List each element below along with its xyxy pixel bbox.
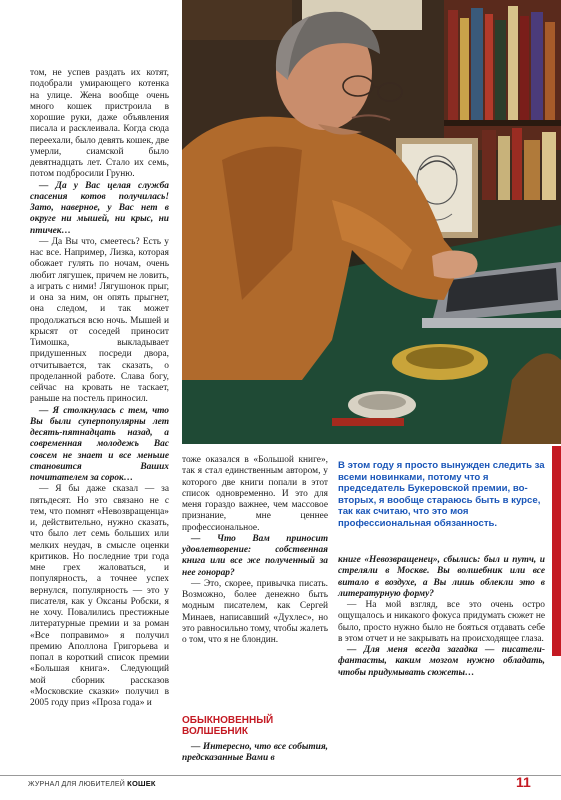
interviewer-question: — Для меня всегда загадка — писатели-фантасты, каким мозгом нужно обладать, чтобы придумывать сюжеты… xyxy=(338,645,545,678)
paragraph: — Я бы даже сказал — за пятьдесят. Но это связано не с тем, что помнят «Невозвращенца» и, действительно, нужно сказать, что было лет семь больших или мелких неудач, в смысле оценки критиков. Но последние три года мне грех жаловаться, и популярность, а точнее успех вернулся, популярность — это у писателя, как у Оксаны Робски, я не хочу. Повалились престижные литературные премии и за роман «Все поправимо» я получил премию Аполлона Григорьева и попал в короткий список премии «Большая книга». Следующий мой сборник рассказов «Московские сказки» получил в 2005 году приз «Проза года» и xyxy=(30,484,169,708)
paragraph: — Это, скорее, привычка писать. Возможно, более денежно быть модным писателем, как Сергей Минаев, написавший «Духлес», но это равносильно тому, чтобы жалеть о том, что я не блондин. xyxy=(182,578,328,645)
interviewer-question: книге «Невозвращенец», сбылись: был и путч, и стреляли в Москве. Вы волшебник или все витало в воздухе, а Вы лишь облекли это в литературную форму? xyxy=(338,555,545,599)
page-number: 11 xyxy=(516,774,531,790)
interviewer-question: — Что Вам приносит удовлетворение: собственная книга или все же полученный за нее гонорар? xyxy=(182,533,328,578)
paragraph: — На мой взгляд, все это очень остро ощущалось и никакого фокуса придумать сюжет не было, просто нужно было не бояться отдавать себе в этом отчет и не закрывать на происходящее глаза. xyxy=(338,600,545,644)
interviewer-question: — Я столкнулась с тем, что Вы были суперпопулярны лет десять-пятнадцать назад, а современная молодежь Вас совсем не знает и все меньше становится Ваших почитателем за сорок… xyxy=(30,405,169,483)
interviewer-question: — Да у Вас целая служба спасения котов получилась! Зато, наверное, у Вас нет в округе ни мышей, ни крыс, ни птичек… xyxy=(30,180,169,236)
interviewer-question: — Интересно, что все события, предсказанные Вами в xyxy=(182,742,328,764)
footer-journal-title xyxy=(28,779,156,788)
article-column-2 xyxy=(182,455,328,646)
pull-quote: В этом году я просто вынужден следить за всеми новинками, потому что я председатель Букеровской премии, во-вторых, я вообще стараюсь быть в курсе, так как считаю, что это моя профессиональная обязанность. xyxy=(338,460,545,529)
journal-name-bold: КОШЕК xyxy=(127,779,156,788)
paragraph: том, не успев раздать их котят, подобрали умирающего котенка на улице. Жена вообще очень много кошек пристроила в хорошие руки, даже объявления писала и расклеивала. Когда сюда переехали, было девять кошек, две умерли, сиамской было девятнадцать лет. Стало их семь, потом подбросили Груню. xyxy=(30,68,169,180)
paragraph: тоже оказался в «Большой книге», так я стал единственным автором, у которого две книги попали в этот список одновременно. И это для меня гораздо важнее, чем массовое признание, мне ценнее профессиональное. xyxy=(182,455,328,533)
article-column-3 xyxy=(338,555,545,679)
paragraph: — Да Вы что, смеетесь? Есть у нас все. Например, Лизка, которая обожает гулять по ночам, очень любит лягушек, причем не ловить, а играть с ними! Лягушонок прыг, и она за ним, он опять прыгнет, она следом, и так может продолжаться всю ночь. Мышей и крысят от соседей приносит Тимошка, выкладывает придушенных посреди двора, отчитывается, так сказать, о проделанной работе. Слава богу, сейчас на кровать не таскает, раньше на постель приносил. xyxy=(30,236,169,405)
author-photo xyxy=(182,0,561,444)
article-column-1 xyxy=(30,68,169,709)
footer-rule xyxy=(0,775,561,776)
journal-name: ЖУРНАЛ ДЛЯ ЛЮБИТЕЛЕЙ xyxy=(28,781,126,788)
article-column-2-continued xyxy=(182,742,328,765)
accent-bar xyxy=(552,446,561,656)
section-heading: ОБЫКНОВЕННЫЙ ВОЛШЕБНИК xyxy=(182,715,274,737)
